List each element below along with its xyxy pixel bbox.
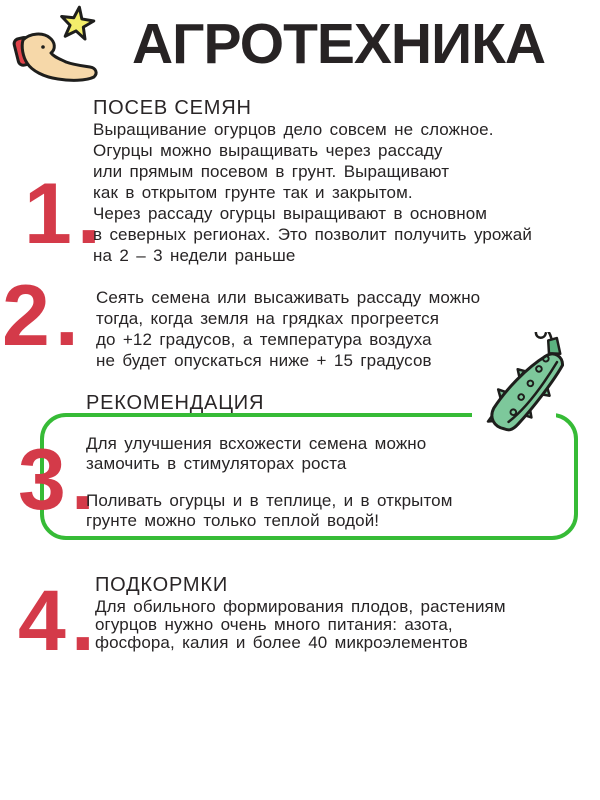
recommendation-heading: РЕКОМЕНДАЦИЯ [86, 392, 265, 414]
text-line: на 2 – 3 недели раньше [93, 246, 296, 265]
step-3-paragraph-2 [86, 491, 452, 531]
hand-presenting-star-icon [10, 4, 114, 88]
step-4-number: 4. [18, 573, 100, 669]
text-line: Поливать огурцы и в теплице, и в открытом [86, 491, 453, 510]
page-title: АГРОТЕХНИКА [132, 12, 546, 76]
step-1-number: 1. [24, 166, 106, 262]
step-2-number: 2. [2, 268, 84, 364]
text-line: как в открытом грунте так и закрытом. [93, 183, 413, 202]
star-icon [59, 5, 95, 40]
text-line: Выращивание огурцов дело совсем не сложное. [93, 120, 494, 139]
step-4-text [95, 598, 506, 652]
text-line: грунте можно только теплой водой! [86, 511, 380, 530]
step-2-text [96, 287, 480, 371]
text-line: или прямым посевом в грунт. Выращивают [93, 162, 450, 181]
text-line: до +12 градусов, а температура воздуха [96, 330, 432, 349]
text-line: огурцов нужно очень много питания: азота, [95, 615, 453, 634]
text-line: Сеять семена или высаживать рассаду можно [96, 288, 481, 307]
step-3-paragraph-1 [86, 434, 426, 474]
step-3-number: 3. [18, 432, 100, 528]
text-line: в северных регионах. Это позволит получить урожай [93, 225, 532, 244]
text-line: не будет опускаться ниже + 15 градусов [96, 351, 432, 370]
step-1-heading: ПОСЕВ СЕМЯН [93, 97, 252, 119]
text-line: Через рассаду огурцы выращивают в основном [93, 204, 488, 223]
text-line: Для обильного формирования плодов, растениям [95, 597, 506, 616]
step-1-text [93, 119, 532, 266]
step-4-heading: ПОДКОРМКИ [95, 574, 229, 596]
text-line: Для улучшения всхожести семена можно [86, 434, 427, 453]
hand-shape [22, 34, 96, 80]
text-line: замочить в стимуляторах роста [86, 454, 347, 473]
cucumber-icon [474, 332, 596, 446]
text-line: Огурцы можно выращивать через рассаду [93, 141, 443, 160]
text-line: фосфора, калия и более 40 микроэлементов [95, 633, 468, 652]
text-line: тогда, когда земля на грядках прогреется [96, 309, 440, 328]
